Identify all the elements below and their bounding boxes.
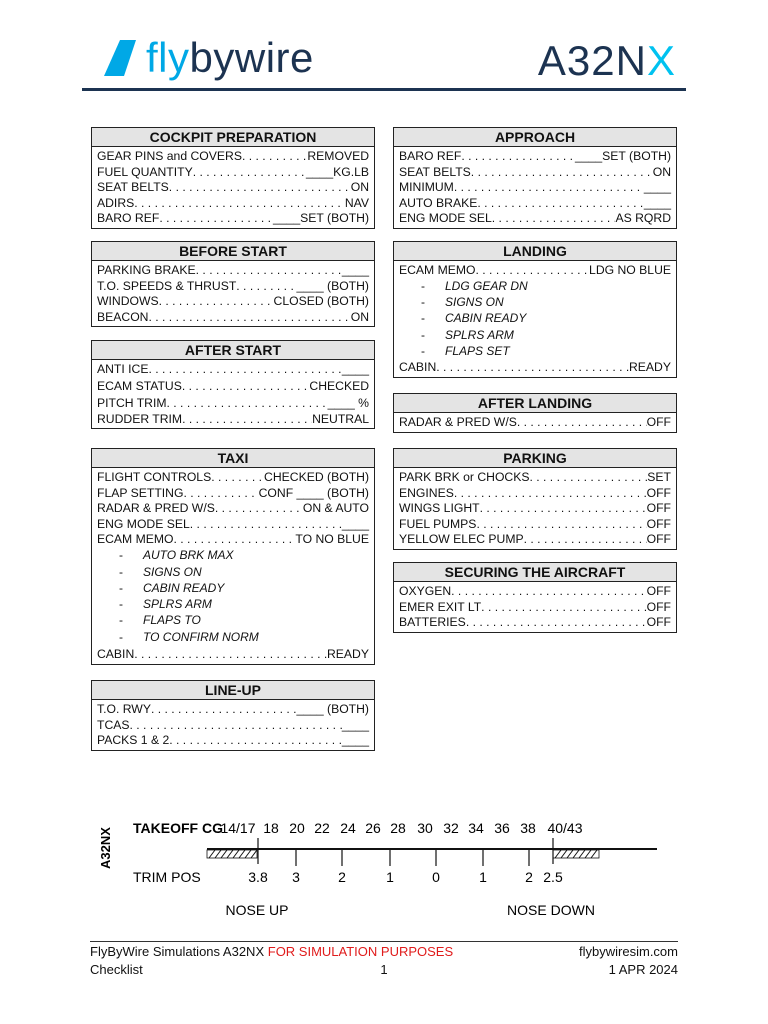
checklist-item [399, 600, 671, 616]
footer-doc-type: Checklist [90, 962, 143, 977]
item-label: OXYGEN [399, 584, 452, 598]
item-value: OFF [646, 615, 671, 630]
checklist-subitem [399, 279, 671, 295]
checklist-item [399, 180, 671, 196]
after-landing-box [393, 393, 677, 433]
checklist-item [97, 165, 369, 181]
item-value: CHECKED [309, 378, 369, 393]
checklist-subitem [399, 294, 671, 311]
item-value: READY [629, 360, 671, 375]
leader-dots [471, 165, 653, 181]
item-value: NAV [344, 195, 369, 210]
item-label: ANTI ICE [97, 362, 149, 376]
item-label: MINIMUM [399, 180, 454, 195]
item-label: PARK BRK or CHOCKS [399, 470, 530, 484]
checklist-item [97, 149, 369, 165]
item-label: T.O. SPEEDS & THRUST [97, 278, 237, 293]
item-label: BATTERIES [399, 615, 466, 630]
subitem-text: CABIN READY [445, 311, 527, 326]
securing-aircraft-box [393, 562, 677, 633]
item-label: BARO REF [97, 211, 160, 226]
header-divider [82, 88, 686, 91]
leader-dots [196, 263, 342, 279]
leader-dots [480, 501, 647, 517]
flybywire-slash-icon [100, 40, 140, 80]
trim-value-label: 2.5 [543, 869, 563, 885]
cg-value-label: 40/43 [547, 820, 583, 836]
leader-dots [211, 470, 264, 486]
subitem-dash: - [421, 343, 425, 358]
item-value: CHECKED (BOTH) [264, 470, 369, 484]
checklist-subitem [97, 629, 369, 646]
item-label: FLIGHT CONTROLS [97, 470, 212, 484]
item-value: NEUTRAL [312, 411, 369, 426]
subitem-dash: - [119, 580, 123, 595]
leader-dots [182, 378, 310, 395]
checklist-subitem [399, 344, 671, 360]
item-label: PARKING BRAKE [97, 263, 196, 277]
item-value: ____ [341, 263, 369, 277]
item-value: ____ [341, 362, 369, 376]
leader-dots [193, 165, 306, 181]
leader-dots [130, 718, 342, 734]
checklist-item [399, 263, 671, 279]
checklist-item [97, 470, 369, 486]
section-rows [92, 261, 374, 326]
subitem-text: TO CONFIRM NORM [143, 629, 259, 644]
checklist-item [399, 532, 671, 548]
item-value: ____ (BOTH) [296, 702, 369, 716]
leader-dots [451, 584, 646, 600]
section-rows [394, 468, 676, 549]
section-title: AFTER LANDING [394, 394, 676, 413]
item-label: RUDDER TRIM [97, 411, 183, 426]
trim-value-label: 3 [292, 869, 300, 885]
checklist-item [399, 501, 671, 517]
footer-website: flybywiresim.com [579, 944, 678, 959]
checklist-subitem [97, 581, 369, 597]
item-label: T.O. RWY [97, 702, 151, 716]
leader-dots [477, 196, 644, 212]
section-title: PARKING [394, 449, 676, 468]
checklist-item [97, 412, 369, 428]
item-value: OFF [646, 532, 671, 547]
checklist-subitem [399, 327, 671, 344]
leader-dots [134, 196, 345, 212]
item-value: ____ [341, 717, 369, 732]
item-value: OFF [646, 485, 671, 500]
checklist-item [97, 279, 369, 295]
cg-value-label: 38 [520, 820, 536, 836]
model-main: A32N [537, 37, 647, 84]
trim-value-label: 2 [525, 869, 533, 885]
checklist-item [399, 470, 671, 486]
simulation-warning: FOR SIMULATION PURPOSES [267, 944, 454, 959]
brand-part1: fly [146, 34, 190, 81]
subitem-dash: - [421, 295, 425, 310]
cg-value-label: 14/17 [220, 820, 256, 836]
cg-value-label: 18 [263, 820, 279, 836]
item-value: ____ (BOTH) [296, 278, 369, 293]
checklist-subitem [97, 564, 369, 581]
subitem-text: SPLRS ARM [143, 597, 212, 612]
checklist-item [97, 211, 369, 227]
item-label: AUTO BRAKE [399, 195, 478, 210]
subitem-text: LDG GEAR DN [445, 278, 528, 293]
checklist-item [399, 486, 671, 502]
trim-value-label: 3.8 [248, 869, 268, 885]
subitem-text: FLAPS TO [143, 613, 201, 628]
checklist-item [97, 733, 369, 749]
checklist-item [97, 362, 369, 378]
subitem-dash: - [421, 278, 425, 293]
subitem-dash: - [421, 327, 425, 342]
cg-tick-labels [220, 820, 582, 836]
item-value: LDG NO BLUE [589, 263, 671, 277]
item-label: ENG MODE SEL [97, 516, 190, 531]
checklist-item [399, 517, 671, 533]
leader-dots [492, 211, 616, 227]
checklist-item [399, 359, 671, 376]
checklist-item [399, 196, 671, 212]
item-value: ____ % [327, 395, 369, 410]
section-title: APPROACH [394, 128, 676, 147]
checklist-item [399, 149, 671, 165]
section-rows [92, 147, 374, 228]
item-value: ____KG.LB [305, 164, 369, 179]
item-value: TO NO BLUE [295, 532, 369, 547]
cg-value-label: 28 [390, 820, 406, 836]
checklist-subitem [97, 613, 369, 629]
section-title: TAXI [92, 449, 374, 468]
checklist-item [97, 294, 369, 310]
subitem-text: SIGNS ON [143, 564, 202, 579]
scale-ticks [258, 838, 553, 866]
subitem-dash: - [119, 629, 123, 644]
item-label: EMER EXIT LT [399, 599, 482, 614]
leader-dots [159, 211, 273, 227]
line-up-box [91, 680, 375, 751]
checklist-item [97, 532, 369, 548]
section-rows [394, 582, 676, 632]
before-start-box [91, 241, 375, 327]
item-label: PACKS 1 & 2 [97, 733, 170, 748]
section-title: SECURING THE AIRCRAFT [394, 563, 676, 582]
checklist-item [97, 486, 369, 502]
checklist-subitem [399, 311, 671, 327]
item-label: WINGS LIGHT [399, 501, 480, 516]
trim-tick-labels [248, 869, 563, 885]
brand-part2: bywire [189, 34, 314, 81]
section-rows [92, 468, 374, 664]
leader-dots [529, 470, 647, 486]
leader-dots [167, 395, 328, 412]
subitem-dash: - [119, 597, 123, 612]
section-title: AFTER START [92, 341, 374, 360]
leader-dots [174, 532, 296, 548]
leader-dots [476, 517, 646, 533]
checklist-item [97, 263, 369, 279]
footer-publisher: FlyByWire Simulations A32NX [90, 944, 265, 959]
item-label: BEACON [97, 309, 149, 324]
item-label: FUEL PUMPS [399, 516, 477, 531]
leader-dots [524, 532, 647, 548]
cockpit-preparation-box [91, 127, 375, 229]
leader-dots [159, 294, 274, 310]
trim-pos-label: TRIM POS [133, 869, 201, 885]
checklist-item [97, 646, 369, 663]
section-rows [92, 360, 374, 428]
cg-value-label: 26 [365, 820, 381, 836]
item-value: OFF [646, 516, 671, 531]
section-title: LANDING [394, 242, 676, 261]
item-label: ADIRS [97, 195, 135, 210]
trim-value-label: 2 [338, 869, 346, 885]
leader-dots [183, 486, 258, 502]
leader-dots [476, 263, 590, 279]
leader-dots [215, 501, 303, 517]
checklist-item [97, 718, 369, 734]
checklist-item [97, 517, 369, 533]
brand-logo [146, 30, 314, 86]
leader-dots [461, 149, 575, 165]
subitem-dash: - [119, 547, 123, 562]
item-value: ____SET (BOTH) [273, 211, 369, 226]
leader-dots [242, 149, 307, 165]
section-title: BEFORE START [92, 242, 374, 261]
checklist-item [97, 196, 369, 212]
subitem-text: CABIN READY [143, 580, 225, 595]
item-value: ____SET (BOTH) [575, 149, 671, 163]
checklist-item [97, 378, 369, 395]
item-label: RADAR & PRED W/S [399, 415, 517, 429]
item-label: CABIN [97, 646, 135, 661]
item-label: YELLOW ELEC PUMP [399, 532, 524, 547]
item-label: WINDOWS [97, 294, 159, 309]
nose-down-hatch [553, 850, 599, 858]
item-value: REMOVED [307, 149, 369, 163]
footer-date: 1 APR 2024 [608, 962, 678, 977]
item-label: ECAM STATUS [97, 378, 182, 393]
takeoff-cg-label: TAKEOFF CG [133, 820, 223, 836]
leader-dots [517, 415, 647, 431]
scale-side-label: A32NX [98, 827, 113, 869]
footer-divider [90, 941, 678, 942]
checklist-item [97, 310, 369, 326]
checklist-item [97, 501, 369, 517]
section-rows [394, 261, 676, 377]
checklist-item [97, 702, 369, 718]
leader-dots [454, 486, 647, 502]
item-value: SET [647, 470, 671, 484]
item-value: READY [327, 646, 369, 661]
leader-dots [466, 615, 647, 631]
item-label: GEAR PINS and COVERS [97, 149, 242, 163]
item-value: ____ [341, 516, 369, 531]
leader-dots [169, 180, 351, 196]
after-start-box [91, 340, 375, 429]
leader-dots [134, 646, 327, 663]
item-value: ____ [643, 195, 671, 210]
section-rows [92, 700, 374, 750]
item-value: ON [350, 309, 369, 324]
leader-dots [236, 279, 296, 295]
item-value: OFF [646, 584, 671, 598]
item-value: AS RQRD [615, 211, 671, 226]
item-label: ENG MODE SEL [399, 211, 492, 226]
item-label: ECAM MEMO [97, 532, 174, 547]
checklist-item [399, 211, 671, 227]
cg-value-label: 36 [494, 820, 510, 836]
checklist-item [399, 165, 671, 181]
item-label: ECAM MEMO [399, 263, 476, 277]
subitem-dash: - [119, 613, 123, 628]
item-value: ON [652, 164, 671, 179]
checklist-subitem [97, 548, 369, 564]
leader-dots [148, 310, 350, 326]
item-value: CONF ____ (BOTH) [258, 485, 369, 500]
leader-dots [182, 412, 312, 428]
subitem-text: SIGNS ON [445, 295, 504, 310]
section-title: COCKPIT PREPARATION [92, 128, 374, 147]
subitem-text: FLAPS SET [445, 343, 510, 358]
page-number: 1 [380, 962, 388, 977]
cg-value-label: 30 [417, 820, 433, 836]
item-value: CLOSED (BOTH) [273, 294, 369, 309]
model-x: X [646, 37, 676, 84]
item-label: CABIN [399, 360, 437, 375]
item-label: PITCH TRIM [97, 395, 167, 410]
item-label: SEAT BELTS [399, 164, 471, 179]
item-label: FUEL QUANTITY [97, 164, 193, 179]
subitem-dash: - [119, 564, 123, 579]
taxi-box [91, 448, 375, 665]
leader-dots [454, 180, 644, 196]
subitem-text: AUTO BRK MAX [143, 547, 234, 562]
nose-down-label: NOSE DOWN [507, 902, 595, 918]
trim-value-label: 0 [432, 869, 440, 885]
item-value: ON & AUTO [302, 501, 369, 516]
nose-up-label: NOSE UP [225, 902, 289, 918]
item-value: OFF [646, 501, 671, 516]
item-label: FLAP SETTING [97, 485, 184, 500]
subitem-text: SPLRS ARM [445, 327, 514, 342]
leader-dots [436, 359, 629, 376]
checklist-item [97, 180, 369, 196]
item-label: SEAT BELTS [97, 180, 169, 195]
item-label: ENGINES [399, 485, 454, 500]
item-value: ON [350, 180, 369, 195]
cg-value-label: 32 [443, 820, 459, 836]
item-label: BARO REF [399, 149, 462, 163]
subitem-dash: - [421, 311, 425, 326]
checklist-item [97, 395, 369, 412]
item-value: OFF [646, 415, 671, 429]
section-rows [394, 413, 676, 432]
item-value: ____ [341, 733, 369, 748]
takeoff-cg-trim-scale [95, 808, 675, 933]
checklist-item [399, 584, 671, 600]
cg-value-label: 20 [289, 820, 305, 836]
checklist-item [399, 415, 671, 431]
landing-box [393, 241, 677, 378]
section-rows [394, 147, 676, 228]
footer-left-line1 [90, 944, 453, 960]
checklist-subitem [97, 596, 369, 613]
leader-dots [148, 362, 341, 378]
item-label: RADAR & PRED W/S [97, 501, 215, 516]
leader-dots [151, 702, 297, 718]
model-title [538, 36, 676, 86]
approach-box [393, 127, 677, 229]
leader-dots [169, 733, 342, 749]
leader-dots [190, 517, 342, 533]
trim-value-label: 1 [386, 869, 394, 885]
cg-value-label: 24 [340, 820, 356, 836]
item-value: ____ [643, 180, 671, 195]
parking-box [393, 448, 677, 550]
item-value: OFF [646, 599, 671, 614]
cg-value-label: 34 [468, 820, 484, 836]
section-title: LINE-UP [92, 681, 374, 700]
checklist-item [399, 615, 671, 631]
trim-value-label: 1 [479, 869, 487, 885]
item-label: TCAS [97, 717, 130, 732]
nose-up-hatch [207, 850, 257, 858]
cg-value-label: 22 [314, 820, 330, 836]
leader-dots [481, 600, 646, 616]
